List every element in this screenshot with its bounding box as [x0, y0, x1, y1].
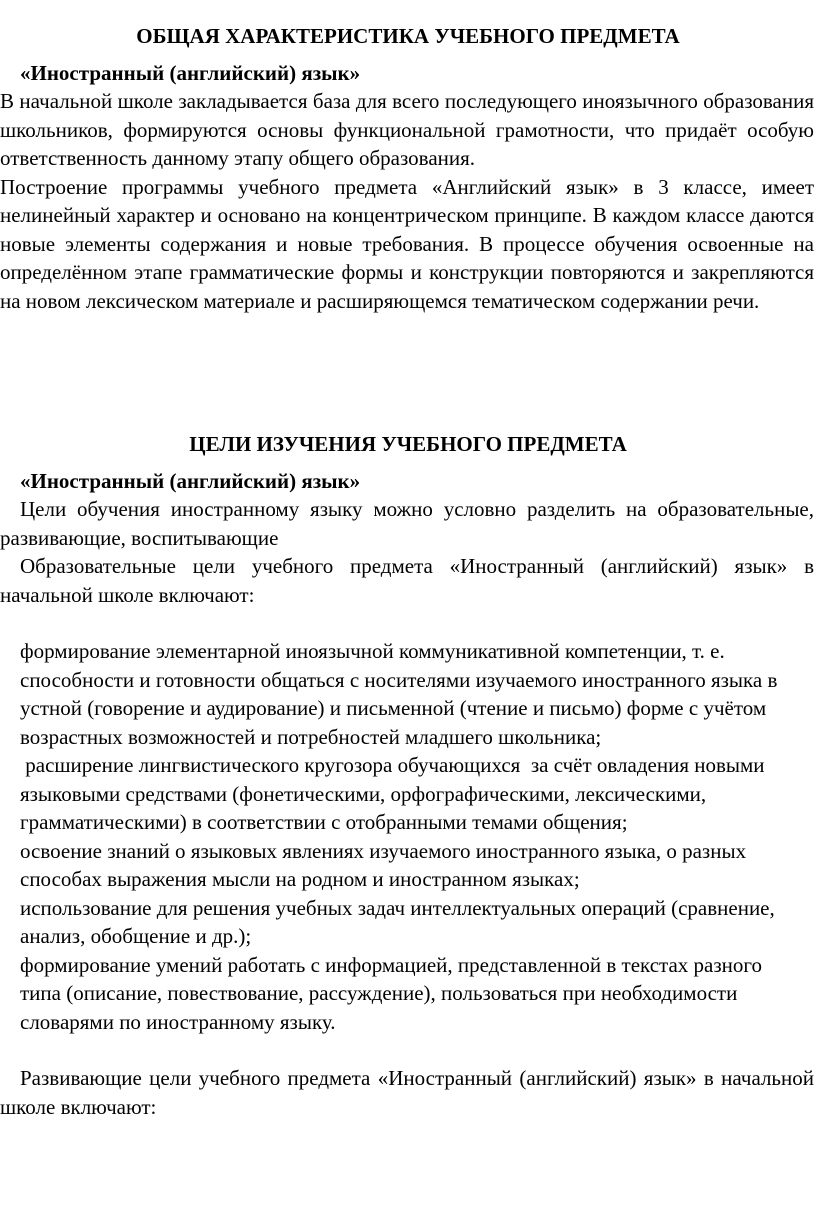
section-subtitle-goals: «Иностранный (английский) язык» — [20, 468, 361, 493]
section-title-goals: ЦЕЛИ ИЗУЧЕНИЯ УЧЕБНОГО ПРЕДМЕТА — [189, 432, 627, 456]
list-item: освоение знаний о языковых явлениях изучаемого иностранного языка, о разных способах выражения мысли на родном и иностранном языках; — [20, 838, 747, 891]
list-item: расширение лингвистического кругозора обучающихся за счёт овладения новыми языковыми средствами (фонетическими, орфографическими, лексическими, грамматическими) в соответствии c отобранными темами общения; — [20, 753, 770, 834]
paragraph-foundation: В начальной школе закладывается база для всего последующего иноязычного образования школьников, формируются основы функциональной грамотности, что придаёт особую ответственность данному этапу общего образования. — [0, 89, 814, 170]
paragraph-developing-goals-intro: Развивающие цели учебного предмета «Иностранный (английский) язык» в начальной школе включают: — [0, 1066, 814, 1119]
paragraph-educational-goals-intro: Образовательные цели учебного предмета «Иностранный (английский) язык» в начальной школе включают: — [0, 554, 814, 607]
list-item: формирование элементарной иноязычной коммуникативной компетенции, т. е. способности и готовности общаться с носителями изучаемого иностранного языка в устной (говорение и аудирование) и письменной (чтение и письмо) форме с учётом возрастных возможностей и потребностей младшего школьника; — [20, 639, 778, 749]
section-title-general: ОБЩАЯ ХАРАКТЕРИСТИКА УЧЕБНОГО ПРЕДМЕТА — [136, 24, 680, 48]
educational-goals-list — [0, 637, 816, 1036]
paragraph-program-structure: Построение программы учебного предмета «Английский язык» в 3 классе, имеет нелинейный характер и основано на концентрическом принципе. В каждом классе даются новые элементы содержания и новые требования. В процессе обучения освоенные на определённом этапе грамматические формы и конструкции повторяются и закрепляются на новом лексическом материале и расширяющемся тематическом содержании речи. — [0, 174, 814, 313]
list-item: формирование умений работать с информацией, представленной в текстах разного типа (описание, повествование, рассуждение), пользоваться при необходимости словарями по иностранному языку. — [20, 952, 762, 1034]
list-item: использование для решения учебных задач интеллектуальных операций (сравнение, анализ, обобщение и др.); — [20, 895, 775, 948]
paragraph-goals-intro: Цели обучения иностранному языку можно условно разделить на образовательные, развивающие, воспитывающие — [0, 497, 814, 550]
section-subtitle-general: «Иностранный (английский) язык» — [20, 60, 361, 85]
